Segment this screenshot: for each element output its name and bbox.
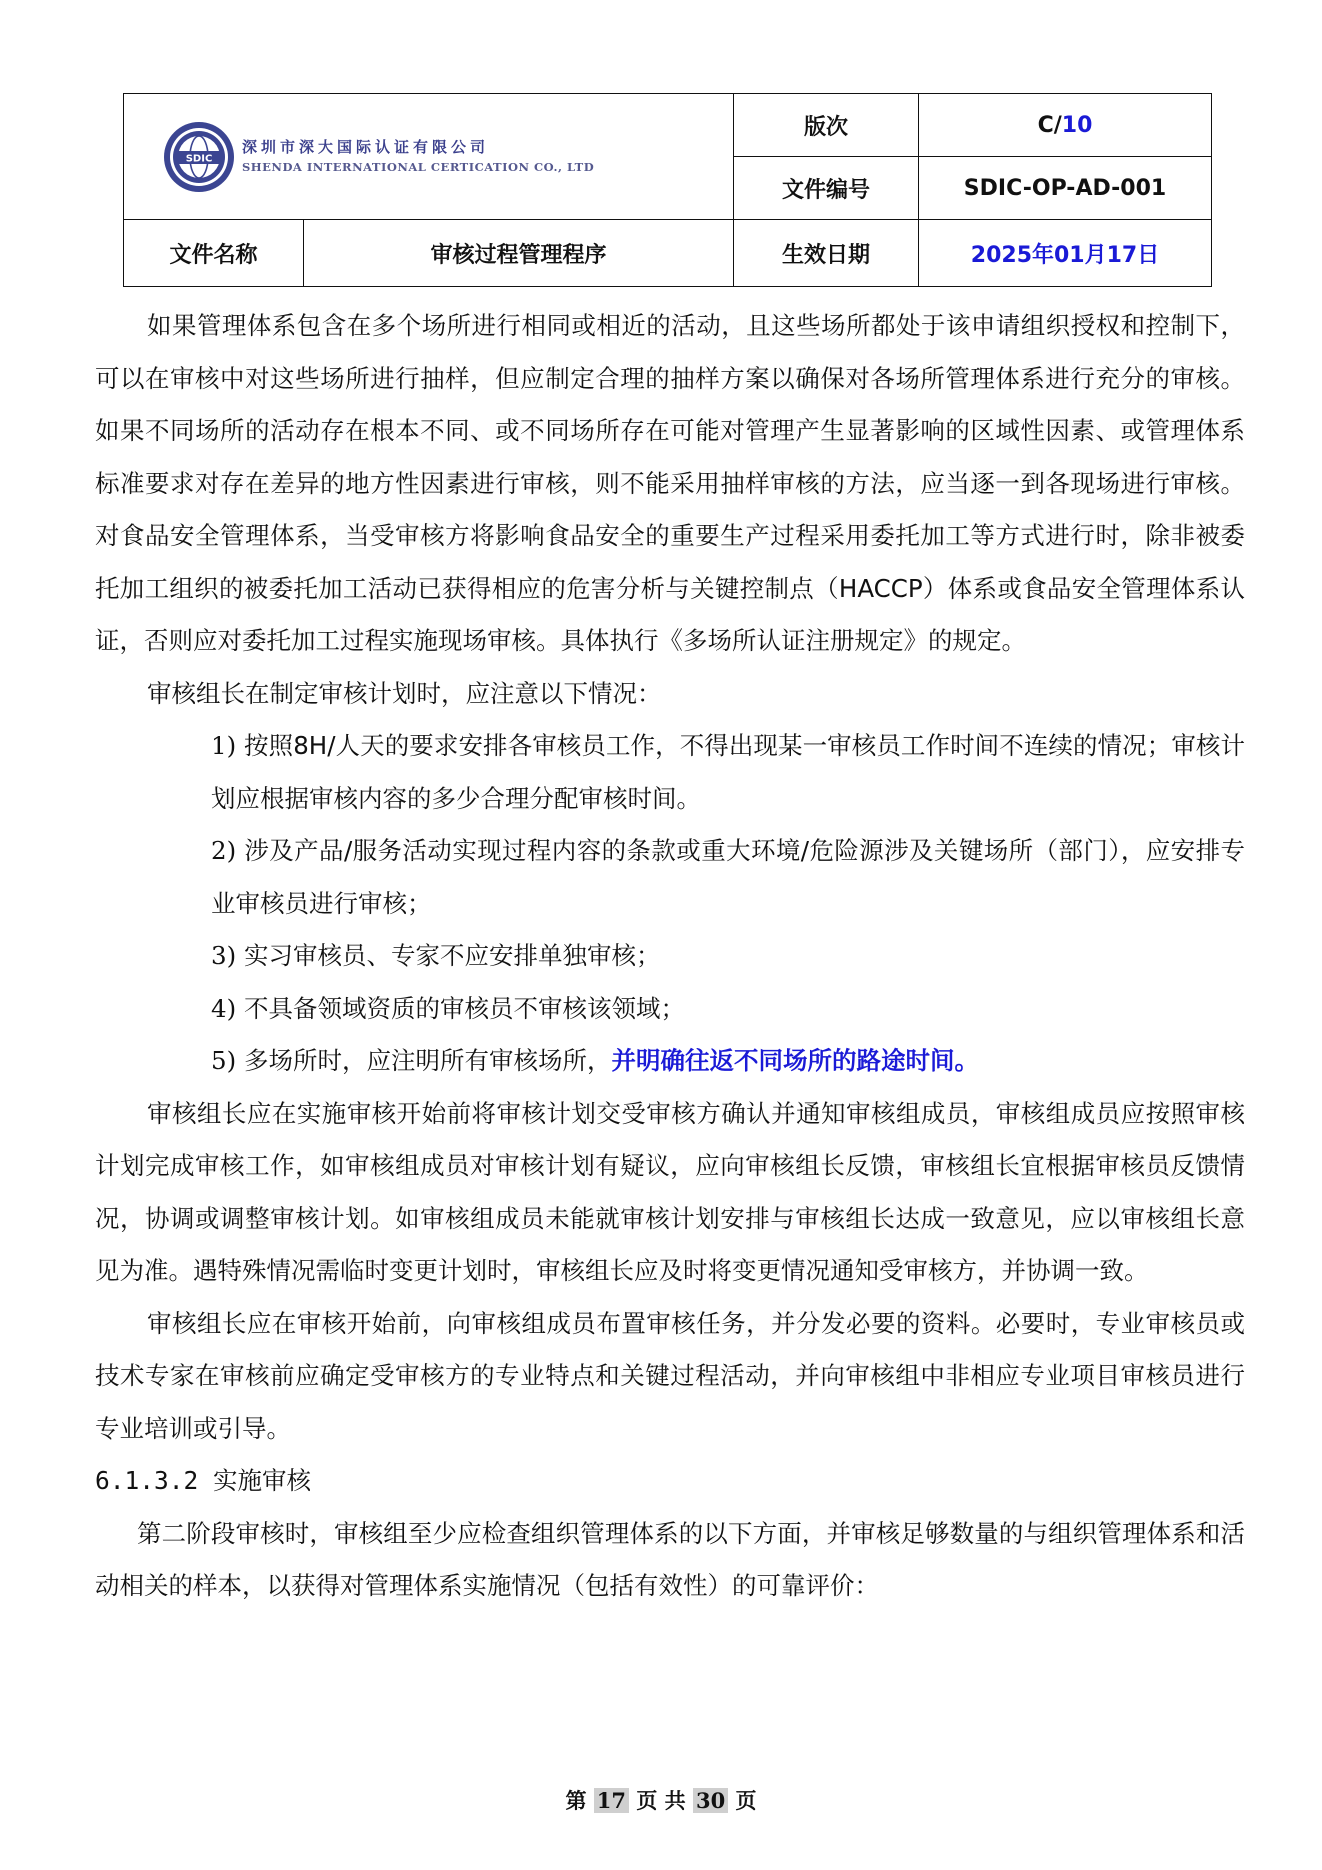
list-item — [95, 720, 1245, 825]
list-item-text: 实习审核员、专家不应安排单独审核； — [243, 941, 661, 970]
footer-prefix: 第 — [565, 1789, 587, 1813]
version-number: 10 — [1061, 112, 1093, 138]
list-item-number: 4) — [211, 993, 237, 1023]
list-item-number: 2) — [211, 836, 237, 865]
paragraph-multisite: 如果管理体系包含在多个场所进行相同或相近的活动，且这些场所都处于该申请组织授权和控制下，可以在审核中对这些场所进行抽样，但应制定合理的抽样方案以确保对各场所管理体系进行充分的审核。如果不同场所的活动存在根本不同、或不同场所存在可能对管理产生显著影响的区域性因素、或管理体系标准要求对存在差异的地方性因素进行审核，则不能采用抽样审核的方法，应当逐一到各现场进行审核。对食品安全管理体系，当受审核方将影响食品安全的重要生产过程采用委托加工等方式进行时，除非被委托加工组织的被委托加工活动已获得相应的危害分析与关键控制点（HACCP）体系或食品安全管理体系认证，否则应对委托加工过程实施现场审核。具体执行《多场所认证注册规定》的规定。 — [95, 311, 1245, 655]
logo-text: SDIC — [185, 153, 213, 164]
document-header-table — [123, 93, 1212, 287]
list-item-text: 涉及产品/服务活动实现过程内容的条款或重大环境/危险源涉及关键场所（部门），应安排专业审核员进行审核； — [211, 836, 1245, 918]
document-body — [95, 300, 1245, 1613]
footer-middle: 页 共 — [636, 1789, 686, 1813]
list-item — [95, 1035, 1245, 1088]
version-value — [919, 94, 1212, 157]
version-label: 版次 — [734, 94, 919, 157]
footer-suffix: 页 — [735, 1789, 757, 1813]
paragraph-plan-intro: 审核组长在制定审核计划时，应注意以下情况： — [147, 678, 662, 708]
total-page-number: 30 — [693, 1788, 728, 1813]
docno-label: 文件编号 — [734, 157, 919, 220]
list-item-number: 5) — [211, 1046, 237, 1075]
paragraph-task-assign: 审核组长应在审核开始前，向审核组成员布置审核任务，并分发必要的资料。必要时，专业审核员或技术专家在审核前应确定受审核方的专业特点和关键过程活动，并向审核组中非相应专业项目审核员进行专业培训或引导。 — [95, 1308, 1245, 1443]
sdic-seal-icon — [162, 120, 236, 194]
docname-label: 文件名称 — [124, 220, 304, 287]
list-item — [95, 825, 1245, 930]
effdate-value: 2025年01月17日 — [919, 220, 1212, 287]
effdate-label: 生效日期 — [734, 220, 919, 287]
version-prefix: C/ — [1037, 112, 1062, 138]
highlighted-text: 并明确往返不同场所的路途时间。 — [611, 1046, 979, 1075]
docname-value: 审核过程管理程序 — [304, 220, 734, 287]
list-item-text: 不具备领域资质的审核员不审核该领域； — [243, 993, 685, 1023]
current-page-number: 17 — [594, 1788, 629, 1813]
company-name-cn: 深圳市深大国际认证有限公司 — [242, 138, 490, 157]
list-item — [95, 930, 1245, 983]
page-footer — [0, 1785, 1322, 1815]
list-item-text: 按照8H/人天的要求安排各审核员工作，不得出现某一审核员工作时间不连续的情况；审核计划应根据审核内容的多少合理分配审核时间。 — [211, 731, 1245, 813]
list-item — [95, 983, 1245, 1036]
paragraph-stage2: 第二阶段审核时，审核组至少应检查组织管理体系的以下方面，并审核足够数量的与组织管理体系和活动相关的样本，以获得对管理体系实施情况（包括有效性）的可靠评价： — [95, 1518, 1245, 1600]
company-logo — [124, 120, 733, 194]
company-name-en: SHENDA INTERNATIONAL CERTICATION CO., LTD — [242, 160, 595, 175]
docno-value: SDIC-OP-AD-001 — [919, 157, 1212, 220]
list-item-number: 3) — [211, 941, 237, 970]
list-item-number: 1) — [211, 731, 237, 760]
list-item-text: 多场所时，应注明所有审核场所， — [243, 1046, 612, 1075]
section-heading: 6.1.3.2 实施审核 — [95, 1466, 312, 1495]
company-logo-cell — [124, 94, 734, 220]
paragraph-plan-confirm: 审核组长应在实施审核开始前将审核计划交受审核方确认并通知审核组成员，审核组成员应按照审核计划完成审核工作，如审核组成员对审核计划有疑议，应向审核组长反馈，审核组长宜根据审核员反馈情况，协调或调整审核计划。如审核组成员未能就审核计划安排与审核组长达成一致意见，应以审核组长意见为准。遇特殊情况需临时变更计划时，审核组长应及时将变更情况通知受审核方，并协调一致。 — [95, 1098, 1245, 1285]
